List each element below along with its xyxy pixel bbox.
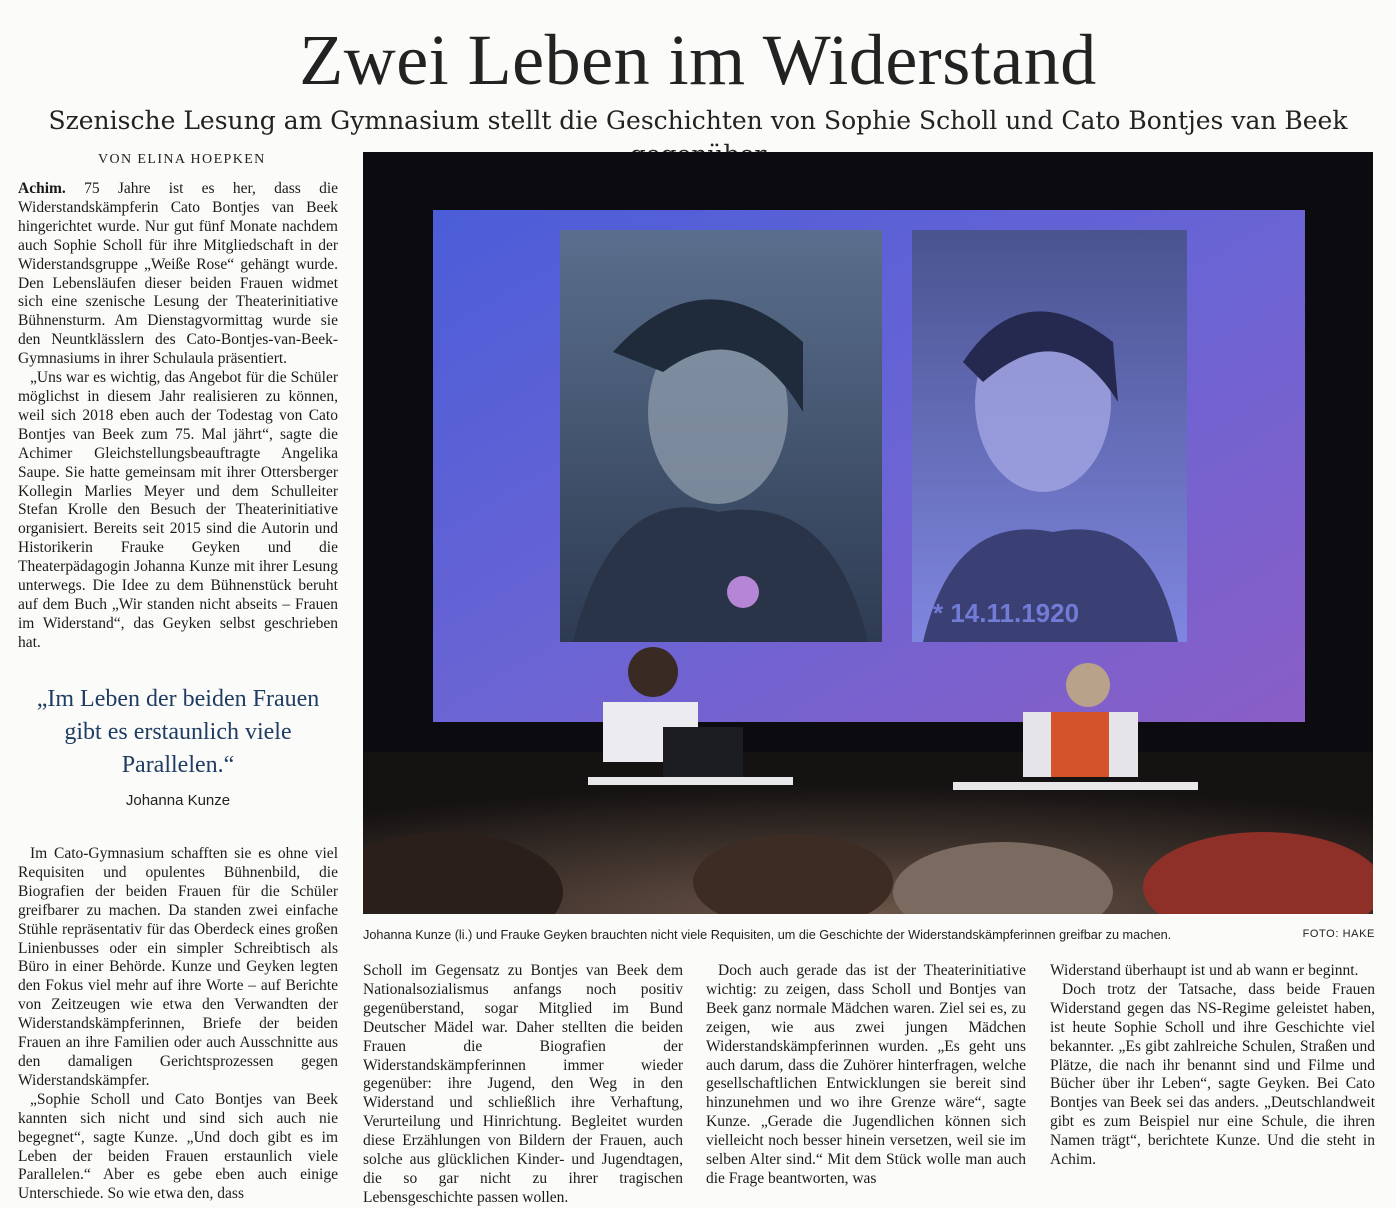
byline: VON ELINA HOEPKEN	[98, 152, 266, 167]
pull-quote-author: Johanna Kunze	[125, 792, 231, 809]
col4-paragraph-2: Doch trotz der Tatsache, dass beide Frauen Widerstand gegen das NS-Regime geleistet haben, ist heute Sophie Scholl und ihre Geschichte viel bekannter. „Es gibt zahlreiche Schulen, Straßen und Plätze, die nach ihr benannt sind und Filme und Bücher über ihr Leben“, sagte Geyken. Bei Cato Bontjes van Beek sei das anders. „Deutschlandweit gibt es zum Beispiel nur eine Schule, die ihren Namen trägt“, berichtete Kunze. Und die steht in Achim.	[1050, 980, 1375, 1169]
subheadline: Szenische Lesung am Gymnasium stellt die Geschichten von Sophie Scholl und Cato Bontjes van Beek	[48, 106, 1348, 135]
col2-paragraph: Scholl im Gegensatz zu Bontjes van Beek dem Nationalsozialismus anfangs noch positiv gegenüberstand, sogar Mitglied im Bund Deutscher Mädel war. Daher stellten die beiden Frauen die Biografien der Widerstandskämpferinnen immer wieder gegenüber: ihre Jugend, den Weg in den Widerstand und schließlich ihre Verhaftung, Verurteilung und Hinrichtung. Begleitet wurden diese Erzählungen von Bildern der Frauen, auch solche aus glücklichen Kinder- und Jugendtagen, die so gar nicht zu ihrer tragischen Lebensgeschichte passen wollen.	[363, 962, 683, 1206]
col3-paragraph: Doch auch gerade das ist der Theaterinitiative wichtig: zu zeigen, dass Scholl und Bontjes van Beek ganz normale Mädchen waren. Ziel sei es, zu zeigen, wie aus zwei jungen Mädchen Widerstandskämpferinnen wurden. „Es geht uns auch darum, dass die Zuhörer hinterfragen, welche gesellschaftlichen Entwicklungen sie bereit sind hinzunehmen und wo ihre Grenze wäre“, sagte Kunze. „Gerade die Jugendlichen können sich vielleicht noch besser hinein versetzen, weil sie im selben Alter sind.“ Mit dem Stück wolle man auch die Frage beantworten, was	[706, 962, 1026, 1187]
intro-paragraph	[18, 180, 338, 369]
table-right	[953, 782, 1198, 790]
col4-paragraph-1: Widerstand überhaupt ist und ab wann er beginnt.	[1050, 962, 1359, 979]
photo-credit: FOTO: HAKE	[1302, 928, 1375, 940]
vest	[1051, 712, 1109, 777]
body-column-3	[706, 962, 1026, 1189]
body-column-1	[18, 845, 338, 1204]
laptop-icon	[663, 727, 743, 777]
pull-quote-text: „Im Leben der beiden Frauen gibt es erstaunlich viele Parallelen.“	[36, 686, 320, 778]
body-column-4	[1050, 962, 1375, 1170]
col1-paragraph-1: Im Cato-Gymnasium schafften sie es ohne viel Requisiten und opulentes Bühnenbild, die Biografien der beiden Frauen für die Schüler greifbarer zu machen. Da standen zwei einfache Stühle repräsentativ für das Oberdeck eines großen Linienbusses oder ein simpler Schreibtisch als Büro in einer Behörde. Kunze und Geyken legten den Fokus viel mehr auf ihre Worte – auf Berichte von Zeitzeugen wie etwa den Verwandten der Widerstandskämpferinnen, Briefe der beiden Frauen an ihre Familien oder auch Ausschnitte aus den damaligen Gerichtsprozessen gegen Widerstandskämpfer.	[18, 845, 338, 1089]
pull-quote	[18, 683, 338, 809]
paragraph-2: „Uns war es wichtig, das Angebot für die Schüler möglichst in diesem Jahr realisieren zu können, weil sich 2018 eben auch der Todestag von Cato Bontjes van Beek zum 75. Mal jährt“, sagte die Achimer Gleichstellungsbeauftragte Angelika Saupe. Sie hatte gemeinsam mit ihrer Ottersberger Kollegin Marlies Meyer und dem Schulleiter Stefan Krolle den Besuch der Theaterinitiative organisiert. Bereits seit 2015 sind die Autorin und Historikerin Frauke Geyken und die Theaterpädagogin Johanna Kunze mit ihrer Lesung unterwegs. Die Idee zu dem Bühnenstück beruht auf dem Buch „Wir standen nicht abseits – Frauen im Widerstand“, das Geyken selbst geschrieben hat.	[18, 369, 338, 651]
col1-paragraph-2: „Sophie Scholl und Cato Bontjes van Beek kannten sich nicht und sind sich auch nie begegnet“, sagte Kunze. „Und doch gibt es im Leben der beiden Frauen erstaunlich viele Parallelen.“ Aber es gebe eben auch einige Unterschiede. So wie etwa den, dass	[18, 1090, 338, 1203]
projection-date: * 14.11.1920	[933, 598, 1080, 628]
table-left	[588, 777, 793, 785]
stage-photo-illustration	[363, 152, 1373, 914]
photo-caption: Johanna Kunze (li.) und Frauke Geyken brauchten nicht viele Requisiten, um die Geschichte der Widerstandskämpferinnen greifbar zu machen.	[363, 928, 1172, 942]
headline: Zwei Leben im Widerstand	[299, 20, 1097, 100]
intro-text: 75 Jahre ist es her, dass die Widerstandskämpferin Cato Bontjes van Beek hingerichtet wurde. Nur gut fünf Monate nachdem auch Sophie Scholl für ihre Mitgliedschaft in der Widerstandsgruppe „Weiße Rose“ gehängt wurde. Den Lebensläufen dieser beiden Frauen widmet sich eine szenische Lesung der Theaterinitiative Bühnensturm. Am Dienstagvormittag wurde sie den Neuntklässlern des Cato-Bontjes-van-Beek-Gymnasiums in ihrer Schulaula präsentiert.	[18, 180, 339, 368]
article-photo	[363, 152, 1373, 914]
dateline: Achim.	[18, 180, 66, 197]
intro-column	[18, 180, 338, 653]
body-column-2	[363, 962, 683, 1208]
